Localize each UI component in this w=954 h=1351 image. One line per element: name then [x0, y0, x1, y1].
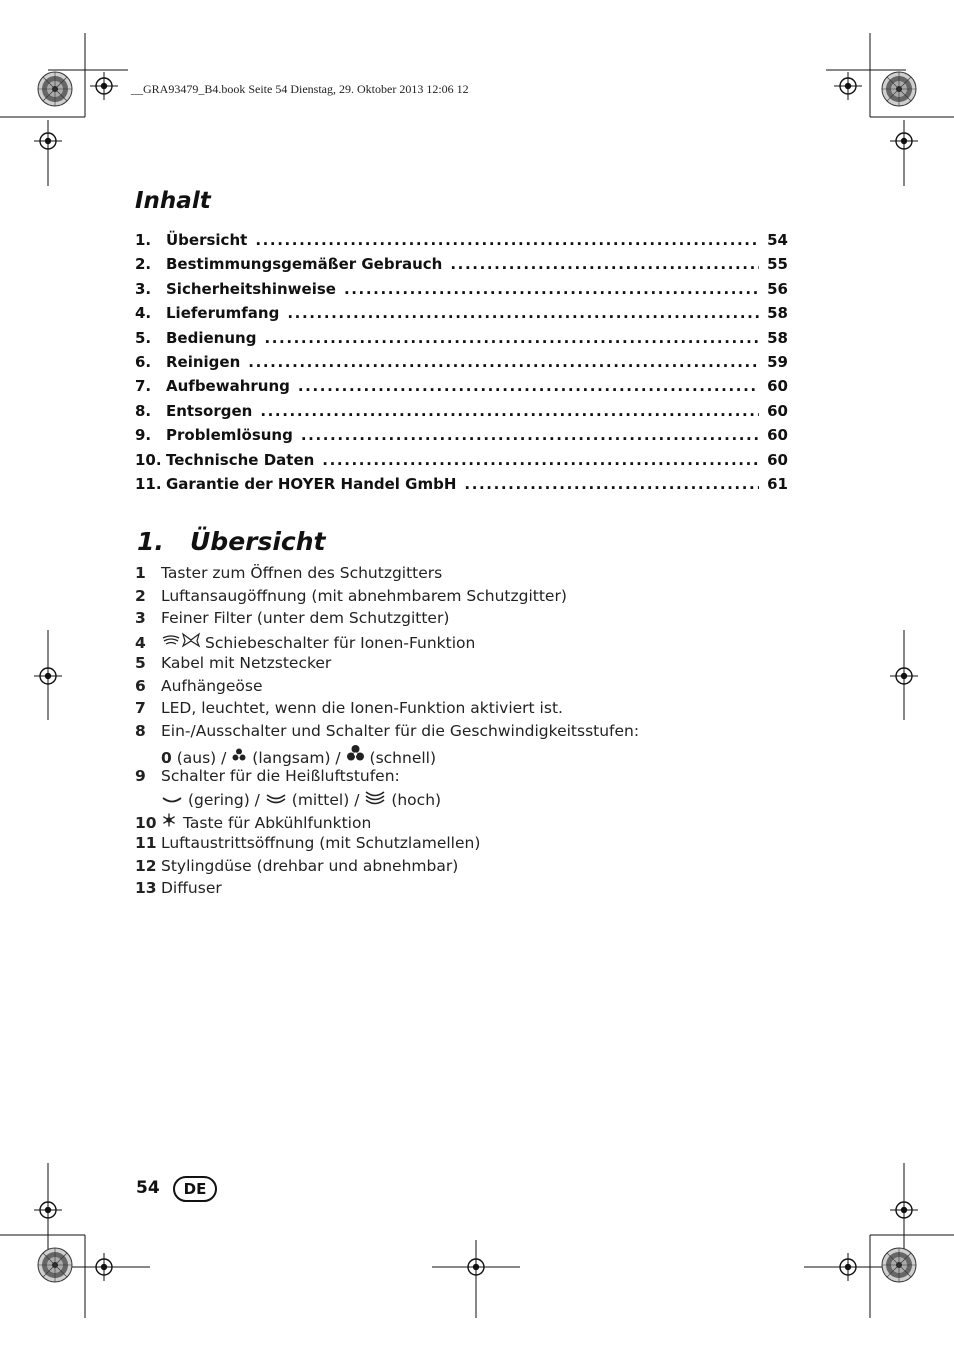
toc-entry[interactable]: 7. Aufbewahrung ..... 60: [135, 377, 788, 401]
table-of-contents: [135, 231, 788, 499]
toc-entry[interactable]: 6. Reinigen ..... 59: [135, 353, 788, 377]
language-badge: DE: [173, 1176, 217, 1202]
list-item: 3 Feiner Filter (unter dem Schutzgitter): [135, 609, 450, 627]
list-item: 2 Luftansaugöffnung (mit abnehmbarem Schutzgitter): [135, 586, 567, 605]
fan-small-icon: [231, 747, 247, 763]
list-item: 4 Schiebeschalter für Ionen-Funktion: [135, 633, 476, 652]
heat-low-icon: [161, 793, 183, 805]
toc-title: Inhalt: [135, 188, 211, 214]
toc-entry[interactable]: 4. Lieferumfang ..... 58: [135, 304, 788, 328]
list-item: 5 Kabel mit Netzstecker: [135, 654, 332, 672]
list-item: 10 Taste für Abkühlfunktion: [135, 813, 372, 832]
list-item: 6 Aufhängeöse: [135, 676, 263, 695]
toc-entry[interactable]: 5. Bedienung ..... 58: [135, 329, 788, 353]
fan-large-icon: [346, 744, 365, 763]
toc-entry[interactable]: 1. Übersicht ..... 54: [135, 231, 788, 255]
toc-entry[interactable]: 11. Garantie der HOYER Handel GmbH ..... 61: [135, 475, 788, 499]
heat-high-icon: [364, 789, 386, 805]
section-title-overview: 1. Übersicht: [137, 527, 326, 556]
snowflake-icon: [161, 812, 177, 828]
toc-entry[interactable]: 3. Sicherheitshinweise ..... 56: [135, 280, 788, 304]
list-item: 9 Schalter für die Heißluftstufen:: [135, 766, 400, 785]
heat-levels-line: (gering) / (mittel) / (hoch): [135, 789, 835, 812]
overview-list: [135, 564, 835, 902]
toc-entry[interactable]: 10. Technische Daten ..... 60: [135, 451, 788, 475]
page-number: 54: [136, 1178, 160, 1198]
list-item: 7 LED, leuchtet, wenn die Ionen-Funktion aktiviert ist.: [135, 699, 563, 717]
speed-levels-line: 0 (aus) / (langsam) / (schnell): [135, 744, 835, 767]
print-header-line: __GRA93479_B4.book Seite 54 Dienstag, 29. Oktober 2013 12:06 12: [131, 82, 469, 96]
list-item: 1 Taster zum Öffnen des Schutzgitters: [135, 564, 443, 582]
toc-entry[interactable]: 2. Bestimmungsgemäßer Gebrauch ..... 55: [135, 255, 788, 279]
list-item: 8 Ein-/Ausschalter und Schalter für die Geschwindigkeitsstufen:: [135, 721, 640, 740]
list-item: 13 Diffuser: [135, 879, 222, 897]
ion-butterfly-icon: [181, 632, 201, 648]
toc-entry[interactable]: 9. Problemlösung ..... 60: [135, 426, 788, 450]
list-item: 11 Luftaustrittsöffnung (mit Schutzlamellen): [135, 834, 481, 852]
ion-wave-icon: [161, 634, 181, 648]
heat-mid-icon: [265, 791, 287, 805]
list-item: 12 Stylingdüse (drehbar und abnehmbar): [135, 856, 459, 875]
toc-entry[interactable]: 8. Entsorgen ..... 60: [135, 402, 788, 426]
